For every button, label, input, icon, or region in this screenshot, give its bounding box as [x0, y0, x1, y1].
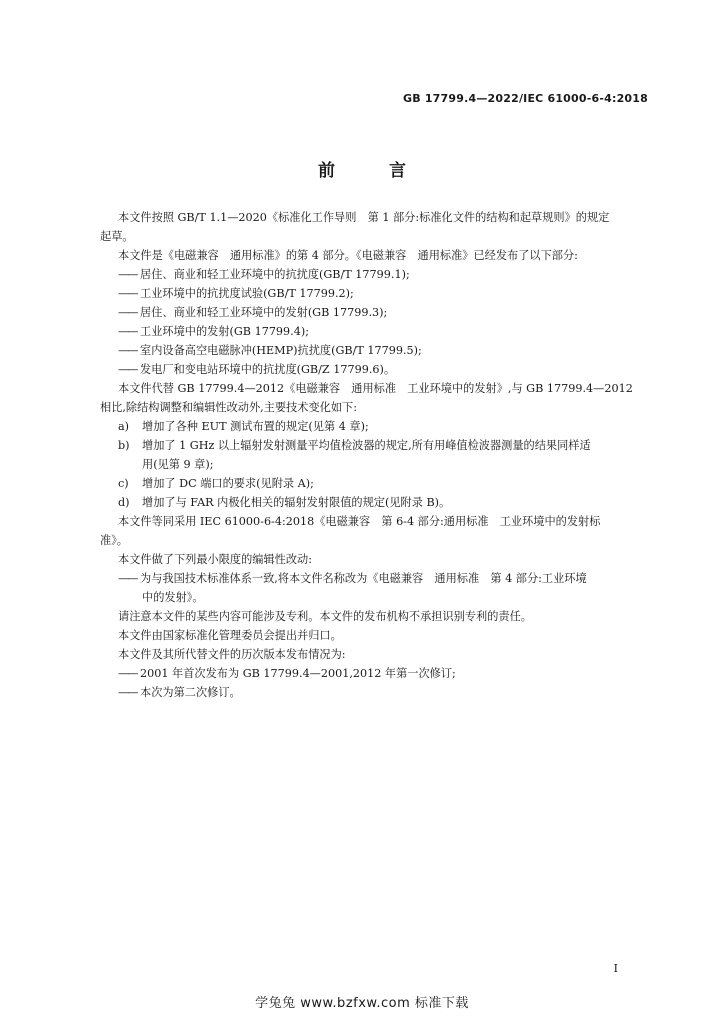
list-item-part: —— 居住、商业和轻工业环境中的发射(GB 17799.3);: [118, 306, 388, 319]
footer-watermark: 学兔兔 www.bzfxw.com 标准下载: [255, 996, 469, 1011]
standard-number-header: GB 17799.4—2022/IEC 61000-6-4:2018: [402, 92, 648, 105]
list-item-part: —— 居住、商业和轻工业环境中的抗扰度(GB/T 17799.1);: [118, 268, 410, 281]
list-item-part: —— 工业环境中的抗扰度试验(GB/T 17799.2);: [118, 287, 354, 300]
list-item-history: —— 本次为第二次修订。: [118, 686, 241, 699]
foreword-body: [100, 208, 650, 702]
paragraph-drafting-basis-cont: 起草。: [100, 230, 134, 243]
paragraph-drafting-basis: 本文件按照 GB/T 1.1—2020《标准化工作导则 第 1 部分:标准化文件的结构和起草规则》的规定: [118, 211, 610, 224]
paragraph-replacement: 本文件代替 GB 17799.4—2012《电磁兼容 通用标准 工业环境中的发射》,与 GB 17799.4—2012: [118, 382, 633, 395]
list-item-change-cont: 用(见第 9 章);: [142, 458, 214, 471]
list-item-change: b) 增加了 1 GHz 以上辐射发射测量平均值检波器的规定,所有用峰值检波器测量的结果同样适: [118, 439, 591, 452]
page-number: I: [613, 962, 618, 975]
list-item-change: c) 增加了 DC 端口的要求(见附录 A);: [118, 477, 314, 490]
paragraph-patent-notice: 请注意本文件的某些内容可能涉及专利。本文件的发布机构不承担识别专利的责任。: [118, 610, 532, 623]
list-item-part: —— 工业环境中的发射(GB 17799.4);: [118, 325, 309, 338]
paragraph-adoption-cont: 准》。: [100, 534, 128, 547]
page-title: 前 言: [318, 161, 430, 181]
paragraph-replacement-cont: 相比,除结构调整和编辑性改动外,主要技术变化如下:: [100, 401, 358, 414]
list-item-edit-cont: 中的发射》。: [142, 591, 204, 604]
paragraph-history: 本文件及其所代替文件的历次版本发布情况为:: [118, 648, 346, 661]
list-item-change: d) 增加了与 FAR 内极化相关的辐射发射限值的规定(见附录 B)。: [118, 496, 451, 509]
paragraph-adoption: 本文件等同采用 IEC 61000-6-4:2018《电磁兼容 第 6-4 部分:通用标准 工业环境中的发射标: [118, 515, 601, 528]
list-item-part: —— 发电厂和变电站环境中的抗扰度(GB/Z 17799.6)。: [118, 363, 396, 376]
list-item-part: —— 室内设备高空电磁脉冲(HEMP)抗扰度(GB/T 17799.5);: [118, 344, 422, 357]
paragraph-editorial-changes: 本文件做了下列最小限度的编辑性改动:: [118, 553, 312, 566]
paragraph-proposer: 本文件由国家标准化管理委员会提出并归口。: [118, 629, 342, 642]
paragraph-series-intro: 本文件是《电磁兼容 通用标准》的第 4 部分。《电磁兼容 通用标准》已经发布了以下部分:: [118, 249, 578, 262]
list-item-edit: —— 为与我国技术标准体系一致,将本文件名称改为《电磁兼容 通用标准 第 4 部分:工业环境: [118, 572, 587, 585]
list-item-change: a) 增加了各种 EUT 测试布置的规定(见第 4 章);: [118, 420, 369, 433]
list-item-history: —— 2001 年首次发布为 GB 17799.4—2001,2012 年第一次修订;: [118, 667, 456, 680]
